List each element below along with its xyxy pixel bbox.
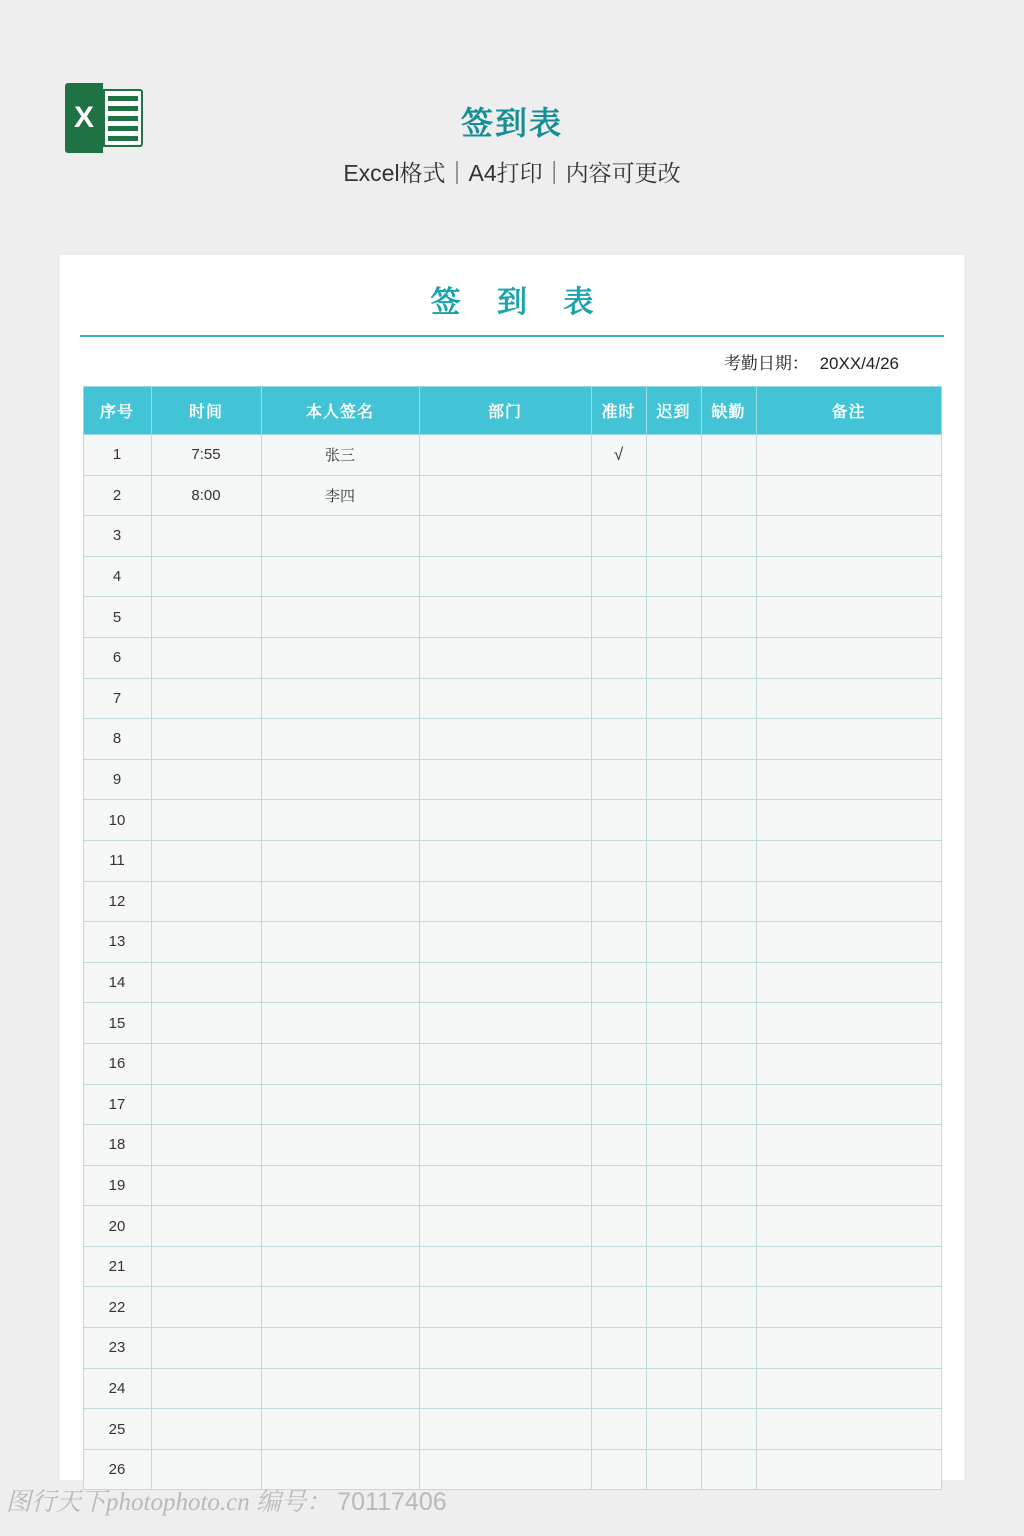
table-row bbox=[83, 556, 941, 597]
cell-department[interactable] bbox=[419, 759, 591, 800]
cell-time[interactable] bbox=[151, 759, 261, 800]
page-title: 签到表 bbox=[460, 105, 563, 141]
cell-late[interactable] bbox=[646, 1409, 701, 1450]
cell-index[interactable]: 15 bbox=[83, 1003, 151, 1044]
cell-index[interactable]: 7 bbox=[83, 678, 151, 719]
column-header-department: 部门 bbox=[419, 387, 591, 435]
cell-index[interactable]: 4 bbox=[83, 556, 151, 597]
cell-absent[interactable] bbox=[701, 962, 756, 1003]
cell-department[interactable] bbox=[419, 597, 591, 638]
cell-absent[interactable] bbox=[701, 435, 756, 476]
column-header-note: 备注 bbox=[756, 387, 941, 435]
table-row bbox=[83, 881, 941, 922]
column-header-ontime: 准时 bbox=[591, 387, 646, 435]
table-row bbox=[83, 840, 941, 881]
cell-ontime[interactable] bbox=[591, 800, 646, 841]
cell-note[interactable] bbox=[756, 1328, 941, 1369]
cell-department[interactable] bbox=[419, 962, 591, 1003]
cell-index[interactable]: 3 bbox=[83, 516, 151, 557]
cell-ontime[interactable] bbox=[591, 881, 646, 922]
table-row bbox=[83, 475, 941, 516]
cell-late[interactable] bbox=[646, 637, 701, 678]
column-header-late: 迟到 bbox=[646, 387, 701, 435]
cell-department[interactable] bbox=[419, 1368, 591, 1409]
table-row bbox=[83, 1125, 941, 1166]
cell-time[interactable] bbox=[151, 637, 261, 678]
cell-late[interactable] bbox=[646, 435, 701, 476]
cell-note[interactable] bbox=[756, 881, 941, 922]
cell-note[interactable] bbox=[756, 1003, 941, 1044]
cell-time[interactable] bbox=[151, 678, 261, 719]
cell-absent[interactable] bbox=[701, 840, 756, 881]
table-header-row bbox=[83, 387, 941, 435]
cell-note[interactable] bbox=[756, 1125, 941, 1166]
cell-absent[interactable] bbox=[701, 881, 756, 922]
cell-time[interactable] bbox=[151, 516, 261, 557]
table-row bbox=[83, 1368, 941, 1409]
cell-late[interactable] bbox=[646, 759, 701, 800]
cell-time[interactable] bbox=[151, 556, 261, 597]
column-header-time: 时间 bbox=[151, 387, 261, 435]
cell-late[interactable] bbox=[646, 597, 701, 638]
cell-absent[interactable] bbox=[701, 1246, 756, 1287]
cell-note[interactable] bbox=[756, 678, 941, 719]
cell-late[interactable] bbox=[646, 1003, 701, 1044]
cell-note[interactable] bbox=[756, 1287, 941, 1328]
table-row bbox=[83, 1328, 941, 1369]
cell-ontime[interactable] bbox=[591, 597, 646, 638]
cell-department[interactable] bbox=[419, 435, 591, 476]
footer-watermark bbox=[0, 1482, 1024, 1518]
cell-late[interactable] bbox=[646, 840, 701, 881]
cell-department[interactable] bbox=[419, 1409, 591, 1450]
cell-signature[interactable] bbox=[261, 1003, 419, 1044]
cell-ontime[interactable] bbox=[591, 678, 646, 719]
cell-signature[interactable] bbox=[261, 556, 419, 597]
cell-absent[interactable] bbox=[701, 516, 756, 557]
cell-ontime[interactable] bbox=[591, 1246, 646, 1287]
cell-absent[interactable] bbox=[701, 678, 756, 719]
cell-time[interactable] bbox=[151, 962, 261, 1003]
cell-department[interactable] bbox=[419, 556, 591, 597]
cell-department[interactable] bbox=[419, 1328, 591, 1369]
cell-late[interactable] bbox=[646, 1084, 701, 1125]
cell-late[interactable] bbox=[646, 922, 701, 963]
cell-signature[interactable] bbox=[261, 840, 419, 881]
cell-signature[interactable] bbox=[261, 1165, 419, 1206]
cell-note[interactable] bbox=[756, 1165, 941, 1206]
cell-absent[interactable] bbox=[701, 1084, 756, 1125]
cell-note[interactable] bbox=[756, 516, 941, 557]
table-row bbox=[83, 678, 941, 719]
column-header-signature: 本人签名 bbox=[261, 387, 419, 435]
cell-signature[interactable]: 张三 bbox=[261, 435, 419, 476]
cell-index[interactable]: 9 bbox=[83, 759, 151, 800]
cell-late[interactable] bbox=[646, 1043, 701, 1084]
column-header-index: 序号 bbox=[83, 387, 151, 435]
cell-signature[interactable] bbox=[261, 719, 419, 760]
cell-time[interactable] bbox=[151, 597, 261, 638]
cell-index[interactable]: 23 bbox=[83, 1328, 151, 1369]
cell-department[interactable] bbox=[419, 719, 591, 760]
cell-note[interactable] bbox=[756, 1368, 941, 1409]
sheet-title: 签 到 表 bbox=[430, 286, 608, 319]
attendance-date-value: 20XX/4/26 bbox=[819, 354, 899, 373]
cell-ontime[interactable] bbox=[591, 1043, 646, 1084]
page-header bbox=[0, 0, 1024, 232]
cell-ontime[interactable] bbox=[591, 1287, 646, 1328]
cell-index[interactable]: 16 bbox=[83, 1043, 151, 1084]
cell-late[interactable] bbox=[646, 1328, 701, 1369]
cell-time[interactable] bbox=[151, 1246, 261, 1287]
cell-time[interactable] bbox=[151, 881, 261, 922]
cell-ontime[interactable] bbox=[591, 556, 646, 597]
cell-time[interactable] bbox=[151, 1165, 261, 1206]
cell-signature[interactable] bbox=[261, 922, 419, 963]
table-row bbox=[83, 962, 941, 1003]
cell-index[interactable]: 1 bbox=[83, 435, 151, 476]
cell-ontime[interactable] bbox=[591, 840, 646, 881]
cell-signature[interactable] bbox=[261, 962, 419, 1003]
cell-note[interactable] bbox=[756, 1246, 941, 1287]
cell-late[interactable] bbox=[646, 556, 701, 597]
cell-note[interactable] bbox=[756, 637, 941, 678]
cell-ontime[interactable] bbox=[591, 475, 646, 516]
table-row bbox=[83, 637, 941, 678]
cell-time[interactable] bbox=[151, 1409, 261, 1450]
cell-ontime[interactable] bbox=[591, 1368, 646, 1409]
cell-department[interactable] bbox=[419, 516, 591, 557]
cell-ontime[interactable] bbox=[591, 1125, 646, 1166]
cell-index[interactable]: 6 bbox=[83, 637, 151, 678]
cell-ontime[interactable] bbox=[591, 719, 646, 760]
sheet-document bbox=[60, 255, 964, 1480]
attendance-date-label: 考勤日期： bbox=[723, 354, 809, 373]
cell-department[interactable] bbox=[419, 1084, 591, 1125]
cell-ontime[interactable] bbox=[591, 1409, 646, 1450]
cell-signature[interactable] bbox=[261, 1246, 419, 1287]
cell-absent[interactable] bbox=[701, 1409, 756, 1450]
cell-time[interactable]: 7:55 bbox=[151, 435, 261, 476]
cell-time[interactable] bbox=[151, 1287, 261, 1328]
cell-index[interactable]: 22 bbox=[83, 1287, 151, 1328]
cell-signature[interactable] bbox=[261, 800, 419, 841]
table-row bbox=[83, 1287, 941, 1328]
cell-note[interactable] bbox=[756, 1084, 941, 1125]
cell-absent[interactable] bbox=[701, 597, 756, 638]
cell-ontime[interactable] bbox=[591, 1003, 646, 1044]
cell-absent[interactable] bbox=[701, 475, 756, 516]
cell-absent[interactable] bbox=[701, 1287, 756, 1328]
cell-department[interactable] bbox=[419, 1165, 591, 1206]
cell-absent[interactable] bbox=[701, 556, 756, 597]
cell-index[interactable]: 8 bbox=[83, 719, 151, 760]
cell-note[interactable] bbox=[756, 759, 941, 800]
cell-index[interactable]: 2 bbox=[83, 475, 151, 516]
cell-absent[interactable] bbox=[701, 800, 756, 841]
cell-department[interactable] bbox=[419, 637, 591, 678]
cell-late[interactable] bbox=[646, 1287, 701, 1328]
cell-signature[interactable] bbox=[261, 597, 419, 638]
cell-absent[interactable] bbox=[701, 1206, 756, 1247]
page-subtitle: Excel格式｜A4打印｜内容可更改 bbox=[343, 160, 681, 186]
cell-ontime[interactable] bbox=[591, 516, 646, 557]
cell-signature[interactable] bbox=[261, 1287, 419, 1328]
cell-late[interactable] bbox=[646, 1246, 701, 1287]
cell-late[interactable] bbox=[646, 1165, 701, 1206]
cell-signature[interactable] bbox=[261, 1084, 419, 1125]
cell-absent[interactable] bbox=[701, 1165, 756, 1206]
cell-ontime[interactable] bbox=[591, 1328, 646, 1369]
cell-signature[interactable] bbox=[261, 1043, 419, 1084]
cell-department[interactable] bbox=[419, 1043, 591, 1084]
table-row bbox=[83, 719, 941, 760]
cell-signature[interactable] bbox=[261, 1409, 419, 1450]
cell-index[interactable]: 13 bbox=[83, 922, 151, 963]
cell-late[interactable] bbox=[646, 962, 701, 1003]
cell-index[interactable]: 10 bbox=[83, 800, 151, 841]
watermark-text: 图行天下photophoto.cn 编号： bbox=[6, 1489, 331, 1516]
cell-signature[interactable] bbox=[261, 1206, 419, 1247]
cell-index[interactable]: 12 bbox=[83, 881, 151, 922]
cell-index[interactable]: 26 bbox=[83, 1449, 151, 1490]
cell-signature[interactable] bbox=[261, 881, 419, 922]
cell-index[interactable]: 25 bbox=[83, 1409, 151, 1450]
cell-time[interactable] bbox=[151, 1368, 261, 1409]
cell-department[interactable] bbox=[419, 475, 591, 516]
cell-note[interactable] bbox=[756, 475, 941, 516]
cell-ontime[interactable] bbox=[591, 962, 646, 1003]
table-row bbox=[83, 1084, 941, 1125]
cell-late[interactable] bbox=[646, 1206, 701, 1247]
cell-late[interactable] bbox=[646, 800, 701, 841]
cell-time[interactable] bbox=[151, 1043, 261, 1084]
cell-index[interactable]: 14 bbox=[83, 962, 151, 1003]
table-row bbox=[83, 800, 941, 841]
cell-note[interactable] bbox=[756, 1043, 941, 1084]
column-header-absent: 缺勤 bbox=[701, 387, 756, 435]
cell-late[interactable] bbox=[646, 881, 701, 922]
cell-note[interactable] bbox=[756, 1206, 941, 1247]
cell-index[interactable]: 5 bbox=[83, 597, 151, 638]
attendance-date bbox=[60, 337, 964, 374]
cell-note[interactable] bbox=[756, 800, 941, 841]
watermark-id: 70117406 bbox=[337, 1488, 447, 1516]
cell-note[interactable] bbox=[756, 435, 941, 476]
cell-time[interactable] bbox=[151, 800, 261, 841]
cell-time[interactable] bbox=[151, 1125, 261, 1166]
cell-department[interactable] bbox=[419, 678, 591, 719]
cell-department[interactable] bbox=[419, 922, 591, 963]
table-row bbox=[83, 435, 941, 476]
cell-late[interactable] bbox=[646, 678, 701, 719]
cell-department[interactable] bbox=[419, 1125, 591, 1166]
cell-time[interactable] bbox=[151, 719, 261, 760]
cell-absent[interactable] bbox=[701, 719, 756, 760]
table-row bbox=[83, 1165, 941, 1206]
cell-signature[interactable] bbox=[261, 1328, 419, 1369]
cell-late[interactable] bbox=[646, 1368, 701, 1409]
cell-note[interactable] bbox=[756, 962, 941, 1003]
cell-signature[interactable] bbox=[261, 1125, 419, 1166]
cell-time[interactable] bbox=[151, 922, 261, 963]
cell-note[interactable] bbox=[756, 840, 941, 881]
cell-absent[interactable] bbox=[701, 1125, 756, 1166]
cell-note[interactable] bbox=[756, 1409, 941, 1450]
cell-note[interactable] bbox=[756, 719, 941, 760]
cell-late[interactable] bbox=[646, 719, 701, 760]
cell-index[interactable]: 21 bbox=[83, 1246, 151, 1287]
cell-time[interactable] bbox=[151, 1003, 261, 1044]
cell-note[interactable] bbox=[756, 597, 941, 638]
cell-time[interactable] bbox=[151, 1328, 261, 1369]
cell-signature[interactable] bbox=[261, 637, 419, 678]
cell-department[interactable] bbox=[419, 881, 591, 922]
excel-logo-letter: X bbox=[65, 83, 103, 153]
cell-absent[interactable] bbox=[701, 759, 756, 800]
table-row bbox=[83, 1246, 941, 1287]
cell-absent[interactable] bbox=[701, 1043, 756, 1084]
cell-department[interactable] bbox=[419, 1003, 591, 1044]
table-row bbox=[83, 1409, 941, 1450]
signin-table bbox=[83, 386, 942, 1490]
cell-late[interactable] bbox=[646, 475, 701, 516]
cell-signature[interactable] bbox=[261, 678, 419, 719]
cell-ontime[interactable] bbox=[591, 922, 646, 963]
table-row bbox=[83, 1003, 941, 1044]
cell-time[interactable]: 8:00 bbox=[151, 475, 261, 516]
cell-ontime[interactable]: √ bbox=[591, 435, 646, 476]
cell-absent[interactable] bbox=[701, 1368, 756, 1409]
cell-signature[interactable] bbox=[261, 516, 419, 557]
table-row bbox=[83, 597, 941, 638]
cell-ontime[interactable] bbox=[591, 637, 646, 678]
cell-absent[interactable] bbox=[701, 922, 756, 963]
cell-note[interactable] bbox=[756, 556, 941, 597]
cell-index[interactable]: 18 bbox=[83, 1125, 151, 1166]
cell-ontime[interactable] bbox=[591, 759, 646, 800]
cell-department[interactable] bbox=[419, 1246, 591, 1287]
cell-absent[interactable] bbox=[701, 1328, 756, 1369]
cell-index[interactable]: 17 bbox=[83, 1084, 151, 1125]
table-row bbox=[83, 1043, 941, 1084]
cell-time[interactable] bbox=[151, 1206, 261, 1247]
cell-ontime[interactable] bbox=[591, 1084, 646, 1125]
cell-department[interactable] bbox=[419, 840, 591, 881]
cell-absent[interactable] bbox=[701, 1003, 756, 1044]
cell-absent[interactable] bbox=[701, 637, 756, 678]
cell-department[interactable] bbox=[419, 1206, 591, 1247]
cell-department[interactable] bbox=[419, 800, 591, 841]
cell-index[interactable]: 24 bbox=[83, 1368, 151, 1409]
cell-late[interactable] bbox=[646, 1125, 701, 1166]
table-row bbox=[83, 516, 941, 557]
table-row bbox=[83, 1206, 941, 1247]
cell-department[interactable] bbox=[419, 1287, 591, 1328]
cell-time[interactable] bbox=[151, 840, 261, 881]
cell-ontime[interactable] bbox=[591, 1165, 646, 1206]
table-row bbox=[83, 759, 941, 800]
cell-ontime[interactable] bbox=[591, 1206, 646, 1247]
cell-signature[interactable] bbox=[261, 759, 419, 800]
cell-note[interactable] bbox=[756, 922, 941, 963]
cell-time[interactable] bbox=[151, 1084, 261, 1125]
table-row bbox=[83, 922, 941, 963]
cell-index[interactable]: 11 bbox=[83, 840, 151, 881]
cell-index[interactable]: 19 bbox=[83, 1165, 151, 1206]
cell-signature[interactable] bbox=[261, 1368, 419, 1409]
cell-index[interactable]: 20 bbox=[83, 1206, 151, 1247]
cell-late[interactable] bbox=[646, 516, 701, 557]
cell-signature[interactable]: 李四 bbox=[261, 475, 419, 516]
